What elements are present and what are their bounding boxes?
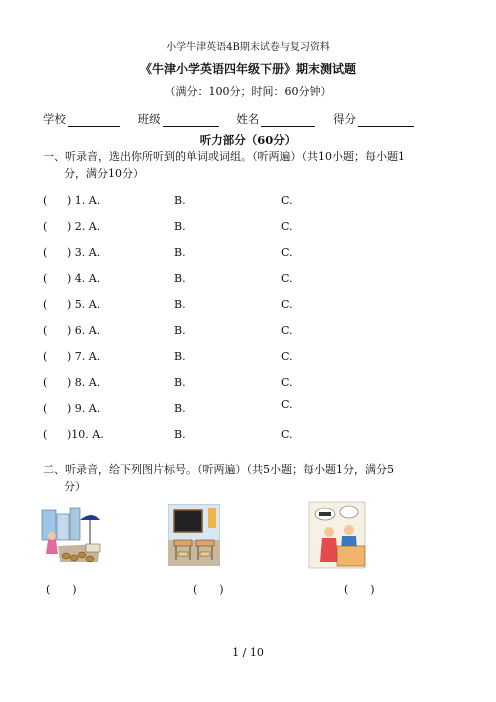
picture-2-answer-blank[interactable]: ( ) xyxy=(193,583,224,596)
answer-paren[interactable]: ( xyxy=(43,246,48,259)
option-b: B. xyxy=(174,272,186,285)
answer-paren[interactable]: ( xyxy=(43,376,48,389)
question-1-instruction: 一、听录音，选出你所听到的单词或词组。（听两遍）（共10小题；每小题1 xyxy=(43,150,405,163)
name-blank[interactable] xyxy=(261,114,315,127)
item-number: ) 5. A. xyxy=(67,298,101,311)
option-c: C. xyxy=(281,298,293,311)
option-c: C. xyxy=(281,272,293,285)
option-c: C. xyxy=(281,398,293,411)
student-info xyxy=(43,111,428,127)
class-field: 班级 xyxy=(138,111,219,127)
item-number: ) 4. A. xyxy=(67,272,101,285)
answer-paren[interactable]: ( xyxy=(43,428,48,441)
answer-paren[interactable]: ( xyxy=(43,402,48,415)
picture-3-answer-blank[interactable]: ( ) xyxy=(344,583,375,596)
shop-scene-picture xyxy=(307,500,367,570)
name-field: 姓名 xyxy=(236,111,315,127)
option-b: B. xyxy=(174,428,186,441)
answer-paren[interactable]: ( xyxy=(43,194,48,207)
item-number: )10. A. xyxy=(67,428,104,441)
option-c: C. xyxy=(281,350,293,363)
score-blank[interactable] xyxy=(358,114,414,127)
option-c: C. xyxy=(281,194,293,207)
option-c: C. xyxy=(281,324,293,337)
item-number: ) 2. A. xyxy=(67,220,101,233)
question-2-instruction: 二、听录音，给下列图片标号。（听两遍）（共5小题；每小题1分，满分5 xyxy=(43,463,394,476)
item-number: ) 9. A. xyxy=(67,402,101,415)
option-c: C. xyxy=(281,246,293,259)
page-header: 小学牛津英语4B期末试卷与复习资料 xyxy=(166,42,330,53)
item-number: ) 7. A. xyxy=(67,350,101,363)
option-b: B. xyxy=(174,194,186,207)
answer-paren[interactable]: ( xyxy=(43,220,48,233)
item-number: ) 8. A. xyxy=(67,376,101,389)
question-2-instruction-cont: 分） xyxy=(64,480,86,493)
section-title: 听力部分（60分） xyxy=(199,133,297,147)
option-c: C. xyxy=(281,428,293,441)
item-number: ) 6. A. xyxy=(67,324,101,337)
page-title: 《牛津小学英语四年级下册》期末测试题 xyxy=(139,62,356,76)
item-number: ) 1. A. xyxy=(67,194,101,207)
answer-paren[interactable]: ( xyxy=(43,272,48,285)
option-b: B. xyxy=(174,376,186,389)
picture-1-answer-blank[interactable]: ( ) xyxy=(46,583,77,596)
option-c: C. xyxy=(281,376,293,389)
answer-paren[interactable]: ( xyxy=(43,298,48,311)
page-number: 1 / 10 xyxy=(232,646,264,659)
option-b: B. xyxy=(174,350,186,363)
option-b: B. xyxy=(174,246,186,259)
answer-paren[interactable]: ( xyxy=(43,324,48,337)
page-subtitle: （满分：100分；时间：60分钟） xyxy=(164,85,332,98)
item-number: ) 3. A. xyxy=(67,246,101,259)
classroom-picture xyxy=(168,504,220,566)
question-1-instruction-cont: 分，满分10分） xyxy=(64,167,144,180)
option-b: B. xyxy=(174,324,186,337)
answer-paren[interactable]: ( xyxy=(43,350,48,363)
park-scene-picture xyxy=(40,504,102,568)
class-blank[interactable] xyxy=(163,114,219,127)
score-field: 得分 xyxy=(333,111,414,127)
school-blank[interactable] xyxy=(68,114,120,127)
option-b: B. xyxy=(174,220,186,233)
option-c: C. xyxy=(281,220,293,233)
option-b: B. xyxy=(174,402,186,415)
option-b: B. xyxy=(174,298,186,311)
school-field: 学校 xyxy=(43,111,120,127)
